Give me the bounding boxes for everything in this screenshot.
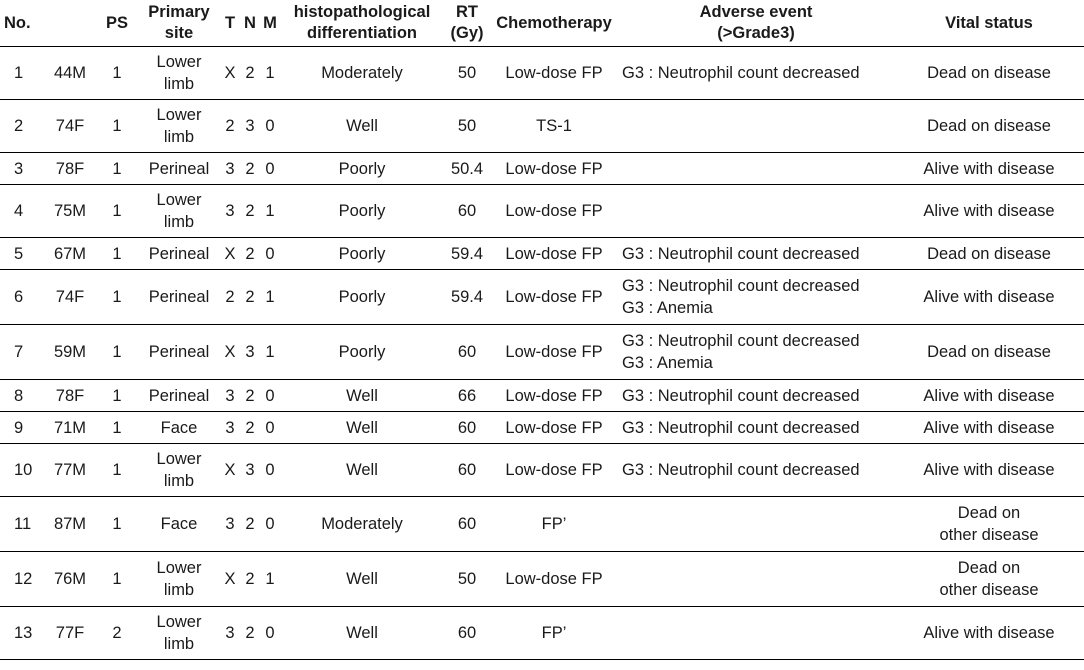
cell-no: 5 xyxy=(0,238,44,270)
cell-primary-site xyxy=(138,552,220,607)
cell-no: 10 xyxy=(0,444,44,497)
table-row xyxy=(0,380,1084,412)
cell-rt: 66 xyxy=(444,380,490,412)
cell-vital-status xyxy=(894,412,1084,444)
cell-chemotherapy: FP’ xyxy=(490,607,618,660)
cell-primary-site-line: Perineal xyxy=(148,343,210,361)
cell-primary-site-line: Perineal xyxy=(148,288,210,306)
cell-adverse-event xyxy=(618,100,894,153)
cell-vital-status-line: Alive with disease xyxy=(923,288,1055,306)
cell-adverse-event xyxy=(618,153,894,185)
cell-vital-status xyxy=(894,607,1084,660)
header-differentiation-line: differentiation xyxy=(307,24,417,42)
header-no: No. xyxy=(0,0,44,47)
cell-age-sex: 87M xyxy=(44,497,96,552)
cell-vital-status-line: other disease xyxy=(939,526,1039,544)
table-row xyxy=(0,238,1084,270)
cell-n: 3 xyxy=(240,100,260,153)
header-row xyxy=(0,0,1084,47)
cell-primary-site xyxy=(138,444,220,497)
cell-primary-site xyxy=(138,325,220,380)
cell-primary-site-line: Lower xyxy=(156,559,202,577)
cell-adverse-event-line: G3 : Neutrophil count decreased xyxy=(622,64,860,82)
table-row xyxy=(0,185,1084,238)
cell-adverse-event xyxy=(618,552,894,607)
cell-adverse-event xyxy=(618,185,894,238)
cell-chemotherapy: Low-dose FP xyxy=(490,412,618,444)
cell-m: 1 xyxy=(260,185,280,238)
cell-primary-site-line: Face xyxy=(160,515,198,533)
cell-t: 3 xyxy=(220,412,240,444)
cell-age-sex: 75M xyxy=(44,185,96,238)
cell-primary-site xyxy=(138,380,220,412)
cell-chemotherapy: TS-1 xyxy=(490,100,618,153)
cell-primary-site-line: Lower xyxy=(156,53,202,71)
cell-age-sex: 77F xyxy=(44,607,96,660)
header-adverse-event-line: Adverse event xyxy=(699,3,813,21)
cell-n: 2 xyxy=(240,47,260,100)
cell-t: 3 xyxy=(220,153,240,185)
cell-m: 0 xyxy=(260,444,280,497)
cell-adverse-event-line: G3 : Neutrophil count decreased xyxy=(622,461,860,479)
cell-differentiation: Poorly xyxy=(280,325,444,380)
cell-m: 1 xyxy=(260,270,280,325)
cell-rt: 60 xyxy=(444,185,490,238)
cell-no: 1 xyxy=(0,47,44,100)
cell-differentiation: Poorly xyxy=(280,185,444,238)
header-primary-site-line: site xyxy=(164,24,194,42)
cell-ps: 1 xyxy=(96,100,138,153)
cell-rt: 59.4 xyxy=(444,238,490,270)
table-row xyxy=(0,497,1084,552)
cell-n: 3 xyxy=(240,444,260,497)
cell-m: 0 xyxy=(260,497,280,552)
cell-n: 2 xyxy=(240,552,260,607)
cell-adverse-event-line: G3 : Neutrophil count decreased xyxy=(622,277,860,295)
cell-vital-status-line: Dead on xyxy=(957,559,1021,577)
header-adverse-event-line: (>Grade3) xyxy=(717,24,795,42)
cell-rt: 60 xyxy=(444,607,490,660)
cell-m: 0 xyxy=(260,380,280,412)
cell-vital-status xyxy=(894,325,1084,380)
cell-vital-status-line: Alive with disease xyxy=(923,461,1055,479)
cell-adverse-event xyxy=(618,444,894,497)
cell-adverse-event xyxy=(618,412,894,444)
cell-chemotherapy: Low-dose FP xyxy=(490,238,618,270)
cell-age-sex: 59M xyxy=(44,325,96,380)
cell-no: 3 xyxy=(0,153,44,185)
cell-age-sex: 77M xyxy=(44,444,96,497)
table-row xyxy=(0,47,1084,100)
cell-adverse-event xyxy=(618,497,894,552)
cell-m: 0 xyxy=(260,153,280,185)
cell-adverse-event-line: G3 : Anemia xyxy=(622,354,713,372)
header-n: N xyxy=(240,0,260,47)
cell-t: X xyxy=(220,238,240,270)
cell-rt: 60 xyxy=(444,325,490,380)
cell-rt: 60 xyxy=(444,412,490,444)
cell-no: 6 xyxy=(0,270,44,325)
cell-age-sex: 74F xyxy=(44,270,96,325)
cell-primary-site-line: Lower xyxy=(156,450,202,468)
header-m: M xyxy=(260,0,280,47)
cell-ps: 1 xyxy=(96,270,138,325)
cell-m: 0 xyxy=(260,412,280,444)
cell-ps: 1 xyxy=(96,47,138,100)
cell-vital-status-line: Alive with disease xyxy=(923,202,1055,220)
cell-m: 0 xyxy=(260,238,280,270)
cell-age-sex: 78F xyxy=(44,380,96,412)
cell-differentiation: Well xyxy=(280,380,444,412)
header-ps: PS xyxy=(96,0,138,47)
cell-no: 2 xyxy=(0,100,44,153)
cell-primary-site-line: Lower xyxy=(156,191,202,209)
cell-t: 3 xyxy=(220,185,240,238)
cell-t: X xyxy=(220,47,240,100)
cell-m: 1 xyxy=(260,325,280,380)
cell-ps: 1 xyxy=(96,412,138,444)
cell-differentiation: Poorly xyxy=(280,238,444,270)
cell-primary-site xyxy=(138,607,220,660)
cell-vital-status xyxy=(894,552,1084,607)
cell-t: X xyxy=(220,325,240,380)
cell-adverse-event xyxy=(618,325,894,380)
cell-t: X xyxy=(220,552,240,607)
cell-primary-site-line: Perineal xyxy=(148,244,210,263)
cell-primary-site xyxy=(138,153,220,185)
header-adverse-event xyxy=(618,0,894,47)
cell-n: 2 xyxy=(240,412,260,444)
cell-primary-site xyxy=(138,497,220,552)
cell-vital-status xyxy=(894,380,1084,412)
table-row xyxy=(0,444,1084,497)
cell-no: 8 xyxy=(0,380,44,412)
header-rt-line: RT xyxy=(456,3,478,21)
cell-vital-status-line: Dead on disease xyxy=(927,64,1051,82)
cell-adverse-event-line: G3 : Neutrophil count decreased xyxy=(622,418,860,437)
cell-primary-site-line: limb xyxy=(163,635,195,653)
cell-adverse-event xyxy=(618,380,894,412)
cell-n: 2 xyxy=(240,270,260,325)
cell-primary-site xyxy=(138,238,220,270)
cell-rt: 60 xyxy=(444,444,490,497)
cell-differentiation: Well xyxy=(280,444,444,497)
cell-primary-site xyxy=(138,270,220,325)
cell-primary-site-line: limb xyxy=(163,75,195,93)
cell-n: 2 xyxy=(240,153,260,185)
cell-vital-status xyxy=(894,238,1084,270)
cell-vital-status-line: other disease xyxy=(939,581,1039,599)
cell-vital-status-line: Alive with disease xyxy=(923,624,1055,642)
header-age-sex xyxy=(44,0,96,47)
cell-t: 3 xyxy=(220,607,240,660)
cell-chemotherapy: Low-dose FP xyxy=(490,47,618,100)
cell-vital-status-line: Alive with disease xyxy=(923,418,1055,437)
cell-ps: 1 xyxy=(96,185,138,238)
cell-vital-status xyxy=(894,153,1084,185)
cell-n: 2 xyxy=(240,607,260,660)
cell-rt: 60 xyxy=(444,497,490,552)
cell-age-sex: 74F xyxy=(44,100,96,153)
cell-differentiation: Well xyxy=(280,607,444,660)
cell-vital-status-line: Dead on disease xyxy=(927,244,1051,263)
cell-rt: 50 xyxy=(444,552,490,607)
cell-differentiation: Poorly xyxy=(280,153,444,185)
cell-primary-site-line: limb xyxy=(163,472,195,490)
cell-vital-status xyxy=(894,497,1084,552)
cell-chemotherapy: FP’ xyxy=(490,497,618,552)
cell-vital-status xyxy=(894,100,1084,153)
cell-rt: 50 xyxy=(444,47,490,100)
cell-chemotherapy: Low-dose FP xyxy=(490,325,618,380)
cell-primary-site-line: Face xyxy=(160,418,198,437)
cell-primary-site xyxy=(138,100,220,153)
cell-vital-status xyxy=(894,185,1084,238)
cell-ps: 1 xyxy=(96,238,138,270)
cell-vital-status-line: Alive with disease xyxy=(923,386,1055,405)
cell-primary-site xyxy=(138,47,220,100)
header-vital-status: Vital status xyxy=(894,0,1084,47)
header-t: T xyxy=(220,0,240,47)
cell-primary-site-line: Perineal xyxy=(148,386,210,405)
cell-vital-status-line: Dead on disease xyxy=(927,343,1051,361)
cell-chemotherapy: Low-dose FP xyxy=(490,270,618,325)
cell-age-sex: 78F xyxy=(44,153,96,185)
table-body xyxy=(0,47,1084,660)
table-row xyxy=(0,270,1084,325)
cell-m: 1 xyxy=(260,552,280,607)
cell-adverse-event-line: G3 : Neutrophil count decreased xyxy=(622,332,860,350)
header-differentiation xyxy=(280,0,444,47)
cell-ps: 1 xyxy=(96,444,138,497)
table-row xyxy=(0,100,1084,153)
cell-m: 1 xyxy=(260,47,280,100)
cell-adverse-event xyxy=(618,238,894,270)
cell-differentiation: Well xyxy=(280,100,444,153)
cell-n: 2 xyxy=(240,238,260,270)
cell-differentiation: Poorly xyxy=(280,270,444,325)
cell-primary-site-line: limb xyxy=(163,213,195,231)
cell-chemotherapy: Low-dose FP xyxy=(490,153,618,185)
cell-primary-site-line: limb xyxy=(163,128,195,146)
cell-rt: 50 xyxy=(444,100,490,153)
cell-adverse-event xyxy=(618,47,894,100)
cell-n: 2 xyxy=(240,497,260,552)
cell-ps: 2 xyxy=(96,607,138,660)
cell-primary-site xyxy=(138,412,220,444)
cell-ps: 1 xyxy=(96,153,138,185)
cell-no: 13 xyxy=(0,607,44,660)
header-chemotherapy: Chemotherapy xyxy=(490,0,618,47)
cell-age-sex: 76M xyxy=(44,552,96,607)
cell-adverse-event-line: G3 : Anemia xyxy=(622,299,713,317)
cell-chemotherapy: Low-dose FP xyxy=(490,185,618,238)
cell-ps: 1 xyxy=(96,380,138,412)
cell-vital-status xyxy=(894,47,1084,100)
cell-differentiation: Well xyxy=(280,552,444,607)
cell-n: 2 xyxy=(240,185,260,238)
cell-m: 0 xyxy=(260,100,280,153)
header-rt xyxy=(444,0,490,47)
table-row xyxy=(0,153,1084,185)
cell-differentiation: Well xyxy=(280,412,444,444)
cell-primary-site-line: Lower xyxy=(156,106,202,124)
cell-vital-status-line: Alive with disease xyxy=(923,159,1055,178)
cell-t: 3 xyxy=(220,497,240,552)
cell-age-sex: 44M xyxy=(44,47,96,100)
cell-no: 7 xyxy=(0,325,44,380)
cell-vital-status-line: Dead on xyxy=(957,504,1021,522)
table-row xyxy=(0,325,1084,380)
cell-vital-status-line: Dead on disease xyxy=(927,117,1051,135)
header-primary-site-line: Primary xyxy=(148,3,210,21)
cell-n: 2 xyxy=(240,380,260,412)
cell-n: 3 xyxy=(240,325,260,380)
cell-t: 2 xyxy=(220,270,240,325)
cell-vital-status xyxy=(894,270,1084,325)
cell-chemotherapy: Low-dose FP xyxy=(490,444,618,497)
cell-m: 0 xyxy=(260,607,280,660)
cell-no: 12 xyxy=(0,552,44,607)
cell-ps: 1 xyxy=(96,325,138,380)
header-primary-site xyxy=(138,0,220,47)
cell-primary-site-line: limb xyxy=(163,581,195,599)
cell-adverse-event xyxy=(618,270,894,325)
cell-differentiation: Moderately xyxy=(280,47,444,100)
cell-chemotherapy: Low-dose FP xyxy=(490,552,618,607)
table-row xyxy=(0,412,1084,444)
header-rt-line: (Gy) xyxy=(450,24,484,42)
header-differentiation-line: histopathological xyxy=(293,3,431,21)
cell-t: 3 xyxy=(220,380,240,412)
cell-t: 2 xyxy=(220,100,240,153)
cell-primary-site-line: Lower xyxy=(156,613,202,631)
cell-rt: 50.4 xyxy=(444,153,490,185)
cell-primary-site xyxy=(138,185,220,238)
cell-adverse-event-line: G3 : Neutrophil count decreased xyxy=(622,386,860,405)
cell-rt: 59.4 xyxy=(444,270,490,325)
cell-t: X xyxy=(220,444,240,497)
cell-no: 4 xyxy=(0,185,44,238)
cell-age-sex: 67M xyxy=(44,238,96,270)
cell-adverse-event-line: G3 : Neutrophil count decreased xyxy=(622,244,860,263)
table-row xyxy=(0,607,1084,660)
cell-chemotherapy: Low-dose FP xyxy=(490,380,618,412)
cell-no: 11 xyxy=(0,497,44,552)
cell-differentiation: Moderately xyxy=(280,497,444,552)
cell-ps: 1 xyxy=(96,497,138,552)
cell-adverse-event xyxy=(618,607,894,660)
cell-primary-site-line: Perineal xyxy=(148,159,210,178)
cell-no: 9 xyxy=(0,412,44,444)
cell-ps: 1 xyxy=(96,552,138,607)
table-row xyxy=(0,552,1084,607)
cell-age-sex: 71M xyxy=(44,412,96,444)
cell-vital-status xyxy=(894,444,1084,497)
